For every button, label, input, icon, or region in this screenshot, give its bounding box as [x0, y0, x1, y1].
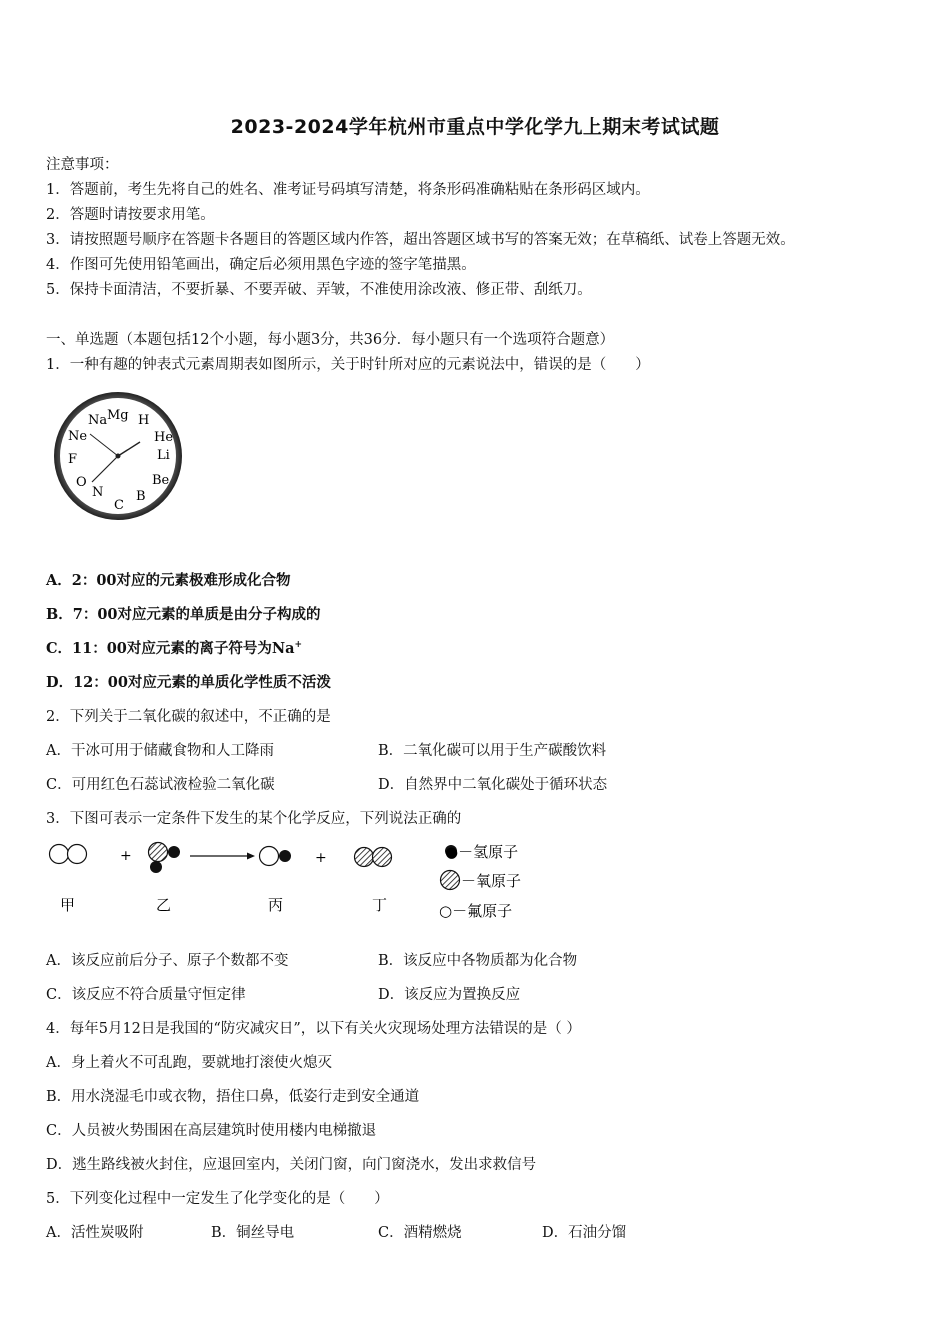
option: A．活性炭吸附 — [46, 1225, 144, 1241]
option: A．干冰可用于储藏食物和人工降雨 — [46, 743, 274, 759]
option: B．该反应中各物质都为化合物 — [378, 953, 578, 969]
clock-figure — [50, 390, 190, 525]
reaction-arrow — [190, 853, 255, 860]
option: C．该反应不符合质量守恒定律 — [46, 987, 246, 1003]
notice-item: 4．作图可先使用铅笔画出，确定后必须用黑色字迹的签字笔描黑。 — [46, 257, 476, 273]
option: C．酒精燃烧 — [378, 1225, 462, 1241]
notice-heading: 注意事项： — [46, 157, 119, 173]
question-stem: 4．每年5月12日是我国的“防灾减灾日”，以下有关火灾现场处理方法错误的是（ ） — [46, 1021, 581, 1037]
molecule-bing — [260, 847, 292, 866]
superscript: + — [294, 640, 303, 651]
section-heading: 一、单选题（本题包括12个小题，每小题3分，共36分．每小题只有一个选项符合题意） — [46, 332, 615, 348]
clock-label: Li — [157, 448, 170, 463]
clock-label: N — [92, 485, 104, 500]
option-text: C．11：00对应元素的离子符号为Na — [46, 640, 295, 657]
plus-sign: + — [315, 850, 327, 866]
oxygen-atom-icon — [441, 871, 460, 890]
clock-label: B — [136, 489, 146, 504]
molecule-label: 丁 — [372, 896, 388, 914]
notice-item: 3．请按照题号顺序在答题卡各题目的答题区域内作答，超出答题区域书写的答案无效；在草稿纸、试卷上答题无效。 — [46, 232, 795, 248]
legend-oxygen: －氧原子 — [461, 872, 522, 890]
option: A．该反应前后分子、原子个数都不变 — [46, 953, 289, 969]
clock-label: Be — [152, 473, 170, 488]
option: B．二氧化碳可以用于生产碳酸饮料 — [378, 743, 607, 759]
legend — [439, 843, 521, 920]
molecule-ding — [355, 848, 392, 867]
clock-label: Ne — [68, 429, 88, 444]
legend-fluorine: ○－氟原子 — [439, 902, 513, 920]
clock-label: H — [138, 413, 150, 428]
option: C．人员被火势围困在高层建筑时使用楼内电梯撤退 — [46, 1123, 377, 1139]
clock-label: F — [68, 452, 78, 467]
molecule-jia — [50, 845, 87, 864]
notice-item: 2．答题时请按要求用笔。 — [46, 207, 215, 223]
question-stem: 3．下图可表示一定条件下发生的某个化学反应，下列说法正确的 — [46, 811, 462, 827]
clock-label: O — [76, 475, 87, 490]
legend-hydrogen: ●－氢原子 — [445, 843, 519, 861]
page-title: 2023-2024学年杭州市重点中学化学九上期末考试试题 — [230, 116, 720, 138]
option: A．2：00对应的元素极难形成化合物 — [46, 572, 291, 589]
question-stem: 2．下列关于二氧化碳的叙述中，不正确的是 — [46, 709, 331, 725]
clock-label: Mg — [107, 408, 129, 423]
question-stem: 5．下列变化过程中一定发生了化学变化的是（ ） — [46, 1191, 389, 1207]
clock-label: Na — [88, 413, 108, 428]
option: D．该反应为置换反应 — [378, 987, 521, 1003]
option: C．可用红色石蕊试液检验二氧化碳 — [46, 777, 275, 793]
option: D．自然界中二氧化碳处于循环状态 — [378, 777, 608, 793]
clock-label: C — [114, 498, 124, 513]
notice-item: 1．答题前，考生先将自己的姓名、准考证号码填写清楚，将条形码准确粘贴在条形码区域内。 — [46, 182, 650, 198]
reaction-diagram — [44, 836, 564, 926]
option: B．7：00对应元素的单质是由分子构成的 — [46, 606, 321, 623]
clock-label: He — [154, 430, 174, 445]
option: D．石油分馏 — [542, 1225, 627, 1241]
molecule-yi — [149, 843, 181, 874]
plus-sign: + — [120, 848, 132, 864]
option: B．用水浇湿毛巾或衣物，捂住口鼻，低姿行走到安全通道 — [46, 1089, 420, 1105]
notice-item: 5．保持卡面清洁，不要折暴、不要弄破、弄皱，不准使用涂改液、修正带、刮纸刀。 — [46, 282, 592, 298]
molecule-label: 甲 — [60, 896, 76, 914]
option: D．12：00对应元素的单质化学性质不活泼 — [46, 674, 331, 691]
option: D．逃生路线被火封住，应退回室内，关闭门窗，向门窗浇水，发出求救信号 — [46, 1157, 537, 1173]
question-stem: 1．一种有趣的钟表式元素周期表如图所示，关于时针所对应的元素说法中，错误的是（ ） — [46, 357, 650, 373]
molecule-label: 丙 — [268, 896, 284, 914]
option-with-sup — [46, 637, 302, 658]
clock-center — [116, 454, 121, 459]
option: A．身上着火不可乱跑，要就地打滚使火熄灭 — [46, 1055, 332, 1071]
option: B．铜丝导电 — [211, 1225, 295, 1241]
molecule-label: 乙 — [156, 896, 172, 914]
